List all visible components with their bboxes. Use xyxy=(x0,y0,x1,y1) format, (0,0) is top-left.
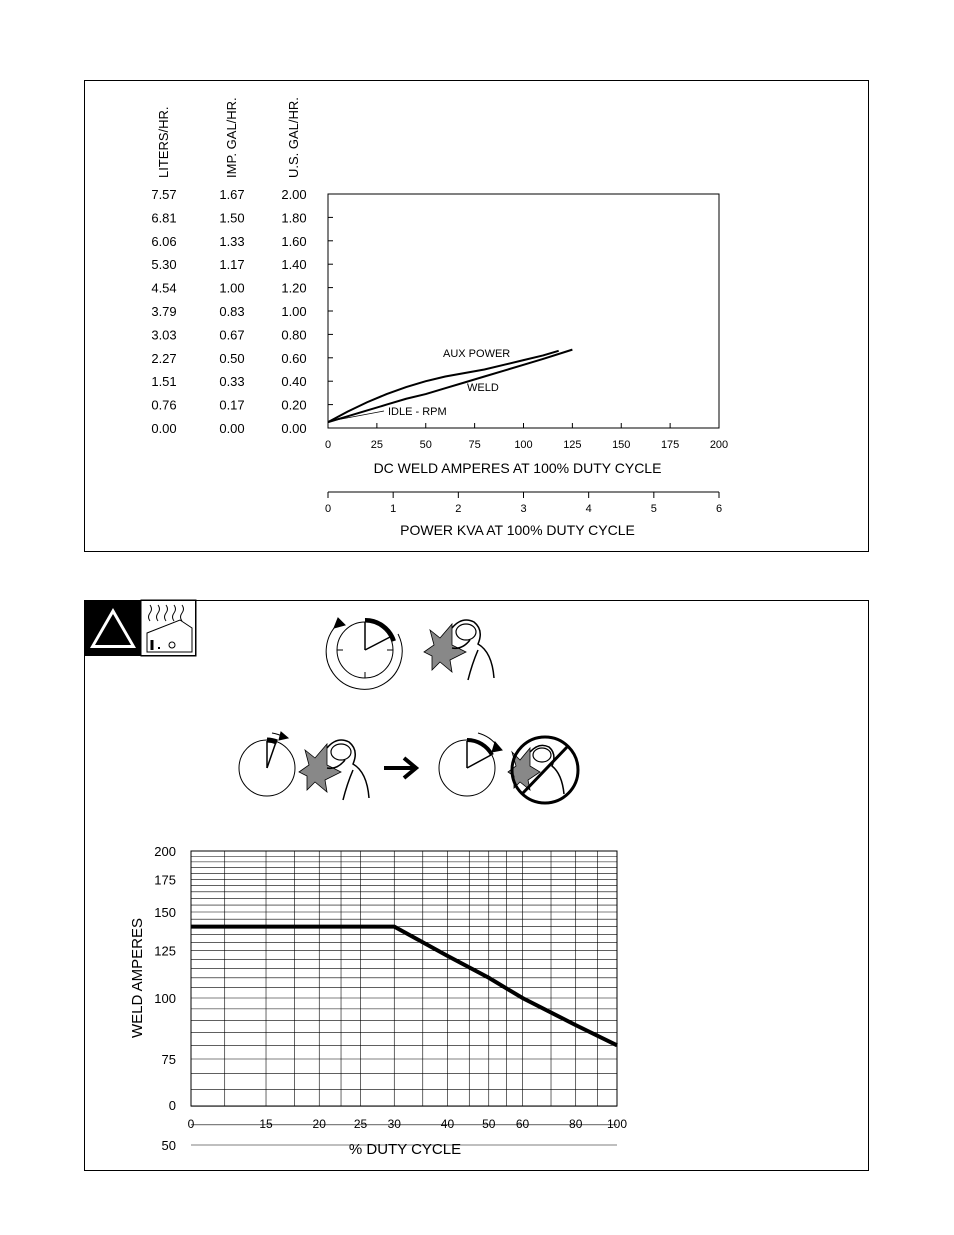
x2-tick-label: 6 xyxy=(715,503,723,515)
y-tick-label: 150 xyxy=(154,905,176,921)
welder-icon xyxy=(424,620,494,680)
x-tick-label: 80 xyxy=(569,1117,583,1131)
weld-label: WELD xyxy=(467,382,499,394)
x-axis-label: % DUTY CYCLE xyxy=(348,1141,462,1158)
x2-tick-label: 2 xyxy=(455,503,462,515)
y-column-header: IMP. GAL/HR. xyxy=(224,97,239,178)
y-tick-label: 1.40 xyxy=(281,257,307,273)
y-tick-label: 0.50 xyxy=(219,350,245,366)
x-tick-label: 25 xyxy=(370,439,383,451)
y-tick-label: 1.80 xyxy=(281,210,307,226)
y-tick-label: 7.57 xyxy=(151,187,177,202)
welder-icon xyxy=(299,740,369,800)
x2-axis-label: POWER KVA AT 100% DUTY CYCLE xyxy=(400,522,635,538)
y-column-header: LITERS/HR. xyxy=(156,106,171,178)
x-tick-label: 200 xyxy=(709,439,729,451)
svg-text:!: ! xyxy=(108,618,118,648)
y-tick-label: 1.67 xyxy=(219,187,245,202)
y-tick-label: 0.80 xyxy=(281,327,307,343)
y-tick-label: 0.67 xyxy=(219,327,245,343)
x2-tick-label: 4 xyxy=(585,503,592,515)
x-tick-label: 15 xyxy=(259,1117,273,1131)
y-tick-label: 100 xyxy=(154,991,176,1006)
idle-rpm-label: IDLE - RPM xyxy=(388,406,447,418)
y-tick-label: 2.27 xyxy=(151,350,177,366)
y-tick-label: 0.00 xyxy=(281,421,307,436)
x-tick-label: 100 xyxy=(514,439,533,451)
x2-tick-label: 1 xyxy=(390,503,397,515)
y-column-header: U.S. GAL/HR. xyxy=(286,97,301,178)
x-tick-label: 125 xyxy=(563,439,582,451)
y-tick-label: 0 xyxy=(168,1098,176,1113)
y-tick-label: 125 xyxy=(154,943,176,959)
y-tick-label: 1.00 xyxy=(281,304,307,319)
short-duty-clock-icon xyxy=(239,732,295,796)
x2-tick-label: 5 xyxy=(650,503,657,515)
y-tick-label: 2.00 xyxy=(281,187,307,202)
y-tick-label: 6.81 xyxy=(151,210,177,226)
x-tick-label: 50 xyxy=(419,439,432,451)
y-tick-label: 5.30 xyxy=(151,257,177,273)
y-tick-label: 0.60 xyxy=(281,350,307,366)
y-tick-label: 0.83 xyxy=(219,304,245,319)
y-tick-label: 0.17 xyxy=(219,397,245,413)
x2-tick-label: 0 xyxy=(324,503,332,515)
y-tick-label: 0.00 xyxy=(151,421,177,436)
x-axis-label: DC WELD AMPERES AT 100% DUTY CYCLE xyxy=(373,460,662,476)
y-tick-label: 1.33 xyxy=(219,233,245,249)
y-tick-label: 0.33 xyxy=(219,374,245,390)
y-tick-label: 50 xyxy=(161,1138,176,1153)
y-tick-label: 175 xyxy=(154,872,176,888)
x-tick-label: 50 xyxy=(482,1117,496,1131)
y-tick-label: 4.54 xyxy=(151,280,177,296)
y-tick-label: 0.76 xyxy=(151,397,177,413)
x-tick-label: 20 xyxy=(312,1117,326,1131)
right-arrow-icon xyxy=(384,758,416,778)
x-tick-label: 175 xyxy=(660,439,680,451)
y-tick-label: 1.50 xyxy=(219,210,245,226)
x-tick-label: 0 xyxy=(187,1117,195,1131)
y-tick-label: 1.17 xyxy=(219,257,245,273)
y-tick-label: 3.79 xyxy=(151,304,177,319)
y-tick-label: 1.00 xyxy=(219,280,245,296)
y-tick-label: 3.03 xyxy=(151,327,177,343)
y-axis-label: WELD AMPERES xyxy=(129,917,146,1039)
x-tick-label: 60 xyxy=(515,1117,530,1131)
y-tick-label: 200 xyxy=(154,844,176,859)
x-tick-label: 100 xyxy=(606,1117,628,1131)
y-tick-label: 0.40 xyxy=(281,374,307,390)
y-tick-label: 0.20 xyxy=(281,397,307,413)
x-tick-label: 30 xyxy=(387,1117,401,1131)
y-tick-label: 1.20 xyxy=(281,280,307,296)
x-tick-label: 75 xyxy=(468,439,481,451)
y-tick-label: 75 xyxy=(161,1052,176,1068)
x2-tick-label: 3 xyxy=(520,503,527,515)
rest-clock-icon xyxy=(439,733,502,796)
no-welding-icon xyxy=(508,737,578,803)
x-tick-label: 40 xyxy=(440,1117,455,1131)
y-tick-label: 0.00 xyxy=(219,421,245,436)
duty-cycle-clock-icon xyxy=(326,618,402,689)
aux-power-label: AUX POWER xyxy=(443,348,511,360)
x-tick-label: 25 xyxy=(353,1117,368,1131)
x-tick-label: 0 xyxy=(324,439,332,451)
x-tick-label: 150 xyxy=(612,439,631,451)
y-tick-label: 1.60 xyxy=(281,233,307,249)
y-tick-label: 1.51 xyxy=(151,374,177,390)
hot-machine-icon xyxy=(141,600,196,656)
y-tick-label: 6.06 xyxy=(151,233,177,249)
warning-triangle-icon xyxy=(84,600,141,656)
